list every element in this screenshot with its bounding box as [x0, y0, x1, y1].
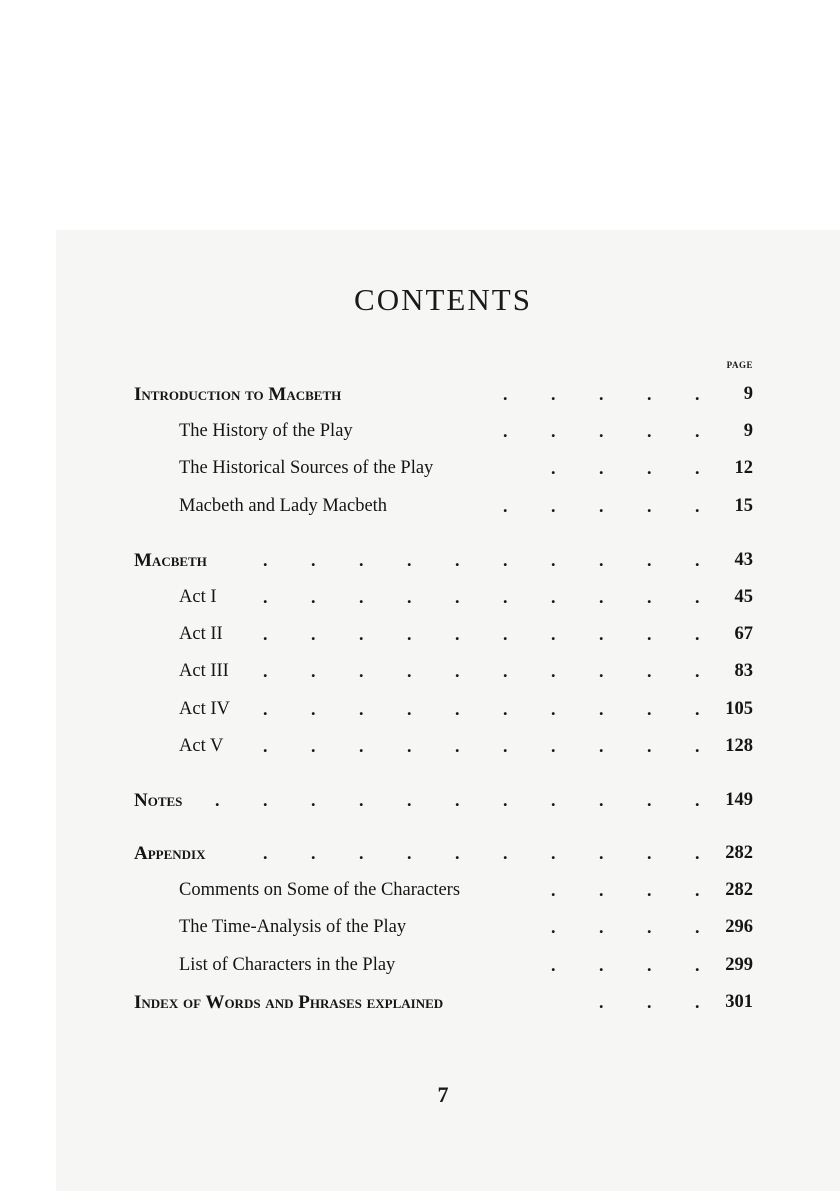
leader-dot: .	[647, 955, 652, 975]
leader-dot: .	[407, 587, 412, 607]
leader-dot: .	[599, 880, 604, 900]
leader-dot: .	[503, 550, 508, 570]
leader-dot: .	[503, 421, 508, 441]
leader-dot: .	[263, 790, 268, 810]
leader-dot: .	[551, 384, 556, 404]
toc-entry-label: Comments on Some of the Characters	[179, 880, 461, 900]
toc-entry-act-2	[0, 624, 840, 654]
leader-dot: .	[455, 736, 460, 756]
leader-dot: .	[695, 880, 700, 900]
leader-dot: .	[599, 955, 604, 975]
leader-dot: .	[551, 790, 556, 810]
toc-entry-history	[0, 421, 840, 451]
toc-entry-label: Act III	[179, 661, 229, 681]
leader-dot: .	[551, 917, 556, 937]
leader-dot: .	[599, 624, 604, 644]
leader-dot: .	[407, 624, 412, 644]
toc-entry-label: The History of the Play	[179, 421, 353, 441]
leader-dot: .	[407, 550, 412, 570]
leader-dot: .	[695, 955, 700, 975]
leader-dot: .	[263, 661, 268, 681]
leader-dot: .	[455, 550, 460, 570]
leader-dot: .	[599, 384, 604, 404]
leader-dot: .	[407, 790, 412, 810]
toc-entry-label: Macbeth and Lady Macbeth	[179, 496, 388, 516]
toc-entry-page: 301	[725, 992, 753, 1012]
leader-dot: .	[359, 661, 364, 681]
leader-dot: .	[311, 587, 316, 607]
toc-entry-macbeth-lady	[0, 496, 840, 526]
leader-dot: .	[311, 843, 316, 863]
leader-dot: .	[599, 421, 604, 441]
leader-dot: .	[695, 587, 700, 607]
toc-entry-macbeth	[0, 550, 840, 580]
leader-dot: .	[647, 699, 652, 719]
leader-dot: .	[695, 917, 700, 937]
leader-dot: .	[695, 550, 700, 570]
toc-entry-act-3	[0, 661, 840, 691]
leader-dot: .	[647, 550, 652, 570]
toc-entry-page: 128	[725, 736, 753, 756]
toc-entry-act-1	[0, 587, 840, 617]
leader-dot: .	[455, 587, 460, 607]
toc-entry-page: 105	[725, 699, 753, 719]
leader-dot: .	[599, 790, 604, 810]
leader-dot: .	[359, 736, 364, 756]
toc-entry-page: 149	[725, 790, 753, 810]
leader-dot: .	[263, 843, 268, 863]
leader-dot: .	[695, 992, 700, 1012]
leader-dot: .	[551, 496, 556, 516]
leader-dot: .	[647, 917, 652, 937]
leader-dot: .	[407, 843, 412, 863]
leader-dot: .	[455, 624, 460, 644]
toc-entry-sources	[0, 458, 840, 488]
leader-dot: .	[551, 550, 556, 570]
toc-entry-label: Appendix	[134, 843, 206, 864]
toc-entry-page: 15	[734, 496, 753, 516]
leader-dot: .	[551, 955, 556, 975]
leader-dot: .	[215, 790, 220, 810]
toc-entry-page: 282	[725, 880, 753, 900]
toc-entry-label: The Time-Analysis of the Play	[179, 917, 407, 937]
toc-entry-index	[0, 992, 840, 1022]
leader-dot: .	[599, 843, 604, 863]
leader-dot: .	[263, 587, 268, 607]
leader-dot: .	[551, 624, 556, 644]
leader-dot: .	[695, 843, 700, 863]
leader-dot: .	[647, 496, 652, 516]
toc-entry-label: Notes	[134, 790, 183, 811]
leader-dot: .	[647, 790, 652, 810]
leader-dot: .	[359, 624, 364, 644]
toc-entry-page: 296	[725, 917, 753, 937]
toc-entry-label: Act V	[179, 736, 224, 756]
leader-dot: .	[503, 587, 508, 607]
toc-entry-label: Act I	[179, 587, 217, 607]
toc-entry-page: 282	[725, 843, 753, 863]
leader-dot: .	[311, 699, 316, 719]
toc-entry-appendix	[0, 843, 840, 873]
leader-dot: .	[599, 496, 604, 516]
toc-entry-label: The Historical Sources of the Play	[179, 458, 434, 478]
leader-dot: .	[599, 736, 604, 756]
leader-dot: .	[359, 843, 364, 863]
leader-dot: .	[599, 699, 604, 719]
leader-dot: .	[263, 699, 268, 719]
leader-dot: .	[647, 736, 652, 756]
toc-entry-act-5	[0, 736, 840, 766]
leader-dot: .	[263, 736, 268, 756]
leader-dot: .	[695, 624, 700, 644]
leader-dot: .	[503, 384, 508, 404]
leader-dot: .	[551, 661, 556, 681]
leader-dot: .	[359, 699, 364, 719]
leader-dot: .	[695, 736, 700, 756]
leader-dot: .	[599, 992, 604, 1012]
leader-dot: .	[455, 843, 460, 863]
toc-entry-page: 45	[734, 587, 753, 607]
leader-dot: .	[599, 550, 604, 570]
leader-dot: .	[599, 661, 604, 681]
leader-dot: .	[551, 880, 556, 900]
toc-entry-label: Act II	[179, 624, 223, 644]
toc-entry-page: 299	[725, 955, 753, 975]
leader-dot: .	[503, 736, 508, 756]
leader-dot: .	[455, 790, 460, 810]
leader-dot: .	[263, 550, 268, 570]
toc-entry-label: Index of Words and Phrases explained	[134, 992, 444, 1013]
leader-dot: .	[647, 384, 652, 404]
leader-dot: .	[359, 550, 364, 570]
toc-entry-act-4	[0, 699, 840, 729]
leader-dot: .	[311, 736, 316, 756]
toc-entry-label: List of Characters in the Play	[179, 955, 396, 975]
leader-dot: .	[503, 843, 508, 863]
toc-entry-page: 9	[743, 421, 753, 441]
toc-entry-page: 83	[734, 661, 753, 681]
leader-dot: .	[599, 917, 604, 937]
page-number: 7	[437, 1082, 449, 1107]
leader-dot: .	[551, 843, 556, 863]
leader-dot: .	[647, 458, 652, 478]
leader-dot: .	[503, 496, 508, 516]
leader-dot: .	[503, 661, 508, 681]
leader-dot: .	[551, 421, 556, 441]
leader-dot: .	[647, 421, 652, 441]
toc-entry-page: 12	[734, 458, 753, 478]
leader-dot: .	[647, 880, 652, 900]
leader-dot: .	[599, 458, 604, 478]
leader-dot: .	[407, 661, 412, 681]
leader-dot: .	[263, 624, 268, 644]
toc-entry-introduction	[0, 384, 840, 414]
toc-entry-notes	[0, 790, 840, 820]
leader-dot: .	[551, 736, 556, 756]
toc-entry-label: Introduction to Macbeth	[134, 384, 342, 405]
toc-entry-label: Act IV	[179, 699, 230, 719]
leader-dot: .	[695, 384, 700, 404]
leader-dot: .	[551, 587, 556, 607]
leader-dot: .	[647, 587, 652, 607]
leader-dot: .	[695, 421, 700, 441]
toc-entry-page: 9	[743, 384, 753, 404]
leader-dot: .	[695, 458, 700, 478]
leader-dot: .	[503, 790, 508, 810]
leader-dot: .	[503, 624, 508, 644]
leader-dot: .	[311, 550, 316, 570]
leader-dot: .	[407, 699, 412, 719]
leader-dot: .	[311, 790, 316, 810]
toc-entry-label: Macbeth	[134, 550, 207, 571]
leader-dot: .	[695, 699, 700, 719]
page-column-heading: PAGE	[726, 360, 753, 370]
leader-dot: .	[311, 661, 316, 681]
leader-dot: .	[455, 661, 460, 681]
toc-entry-page: 67	[734, 624, 753, 644]
leader-dot: .	[359, 790, 364, 810]
leader-dot: .	[551, 458, 556, 478]
toc-entry-page: 43	[734, 550, 753, 570]
leader-dot: .	[551, 699, 556, 719]
toc-entry-characters-list	[0, 955, 840, 985]
leader-dot: .	[599, 587, 604, 607]
leader-dot: .	[503, 699, 508, 719]
leader-dot: .	[359, 587, 364, 607]
leader-dot: .	[695, 496, 700, 516]
page-title: CONTENTS	[354, 282, 532, 317]
leader-dot: .	[647, 661, 652, 681]
toc-entry-time-analysis	[0, 917, 840, 947]
leader-dot: .	[311, 624, 316, 644]
toc-entry-comments	[0, 880, 840, 910]
leader-dot: .	[695, 790, 700, 810]
leader-dot: .	[647, 843, 652, 863]
leader-dot: .	[407, 736, 412, 756]
leader-dot: .	[647, 992, 652, 1012]
leader-dot: .	[647, 624, 652, 644]
leader-dot: .	[695, 661, 700, 681]
leader-dot: .	[455, 699, 460, 719]
